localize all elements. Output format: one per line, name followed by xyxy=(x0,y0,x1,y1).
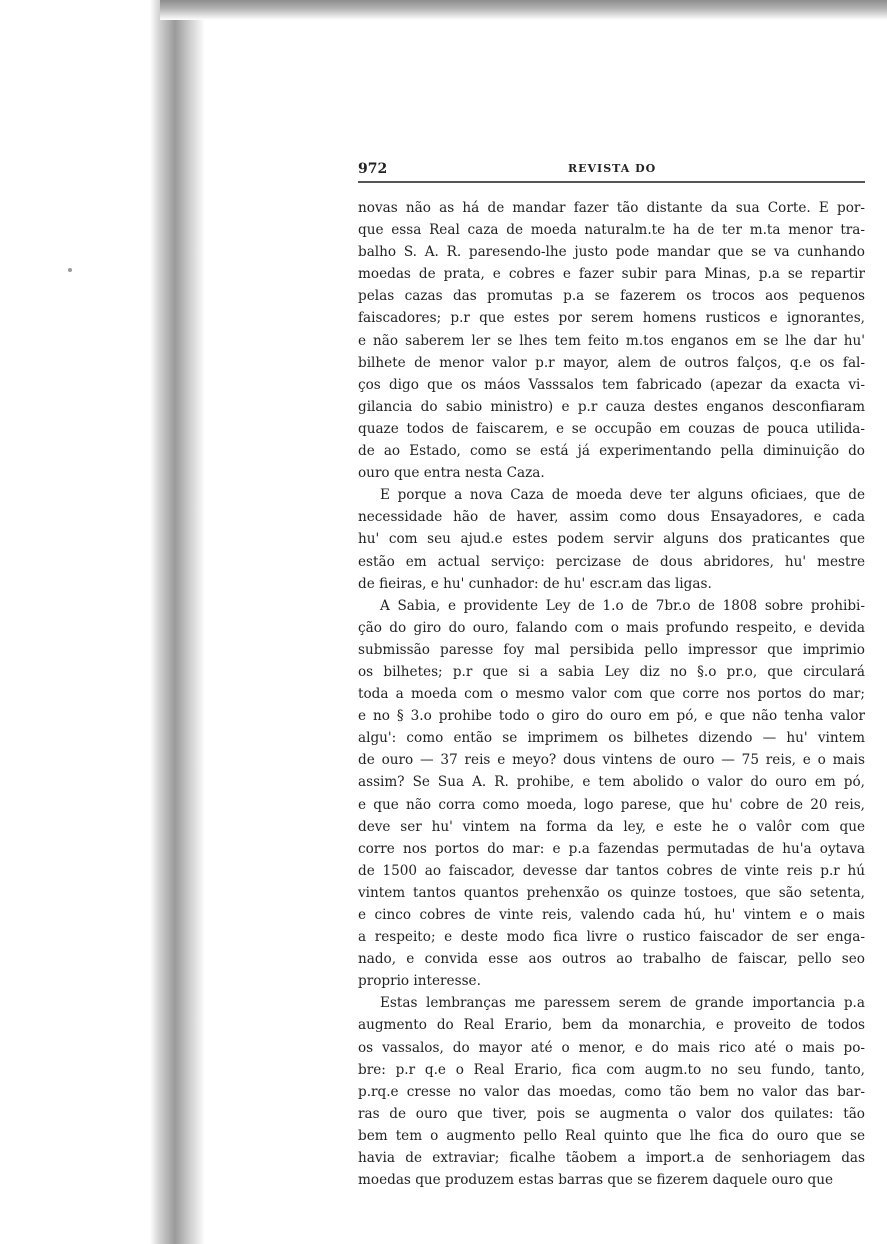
text-line: toda a moeda com o mesmo valor com que corre nos portos do mar; xyxy=(358,686,865,703)
text-line: ços digo que os máos Vasssalos tem fabricado (apezar da exacta vi- xyxy=(358,376,865,393)
paragraph xyxy=(358,197,865,484)
text-line: ção do giro do ouro, falando com o mais profundo respeito, e devida xyxy=(358,619,865,636)
book-page xyxy=(358,155,865,1191)
text-line: augmento do Real Erario, bem da monarchia, e proveito de todos xyxy=(358,1017,865,1034)
text-line: gilancia do sabio ministro) e p.r cauza destes enganos desconfiaram xyxy=(358,398,865,415)
page-body xyxy=(358,197,865,1191)
text-line: quaze todos de faiscarem, e se occupão em couzas de pouca utilida- xyxy=(358,420,865,437)
text-line: proprio interesse. xyxy=(358,973,481,990)
text-line: ouro que entra nesta Caza. xyxy=(358,465,545,482)
text-line: moedas de prata, e cobres e fazer subir para Minas, p.a se repartir xyxy=(358,266,865,283)
text-line: p.rq.e cresse no valor das moedas, como tão bem no valor das bar- xyxy=(358,1083,865,1100)
text-line: Estas lembranças me paressem serem de grande importancia p.a xyxy=(380,995,865,1012)
scan-page-edge-shadow xyxy=(0,0,205,1244)
text-line: faiscadores; p.r que estes por serem homens rusticos e ignorantes, xyxy=(358,310,865,327)
text-line: submissão paresse foy mal persibida pello impressor que imprimio xyxy=(358,641,865,658)
text-line: hu' com seu ajud.e estes podem servir alguns dos praticantes que xyxy=(358,531,865,548)
text-line: de 1500 ao faiscador, devesse dar tantos cobres de vinte reis p.r hú xyxy=(358,862,865,879)
text-line: bilhete de menor valor p.r mayor, alem de outros falços, q.e os fal- xyxy=(358,354,865,371)
text-line: A Sabia, e providente Ley de 1.o de 7br.o de 1808 sobre prohibi- xyxy=(380,597,865,614)
text-line: e no § 3.o prohibe todo o giro do ouro em pó, e que não tenha valor xyxy=(358,708,865,725)
text-line: balho S. A. R. paresendo-lhe justo pode mandar que se va cunhando xyxy=(358,244,865,261)
text-line: bem tem o augmento pello Real quinto que lhe fica do ouro que se xyxy=(358,1127,865,1144)
running-title: REVISTA DO xyxy=(568,162,657,175)
text-line: e não saberem ler se lhes tem feito m.tos enganos em se lhe dar hu' xyxy=(358,332,865,349)
paragraph xyxy=(358,484,865,594)
scan-speck xyxy=(68,268,72,272)
paragraph xyxy=(358,992,865,1191)
paragraph xyxy=(358,595,865,993)
text-line: nado, e convida esse aos outros ao trabalho de faiscar, pello seo xyxy=(358,951,865,968)
text-line: os bilhetes; p.r que si a sabia Ley diz no §.o pr.o, que circulará xyxy=(358,663,865,680)
text-line: e que não corra como moeda, logo parese, que hu' cobre de 20 reis, xyxy=(358,796,865,813)
scan-top-edge xyxy=(160,0,887,20)
text-line: E porque a nova Caza de moeda deve ter alguns oficiaes, que de xyxy=(380,487,865,504)
text-line: pelas cazas das promutas p.a se fazerem os trocos aos pequenos xyxy=(358,288,865,305)
text-line: e cinco cobres de vinte reis, valendo cada hú, hu' vintem e o mais xyxy=(358,907,865,923)
text-line: bre: p.r q.e o Real Erario, fica com augm.to no seu fundo, tanto, xyxy=(358,1061,865,1078)
text-line: a respeito; e deste modo fica livre o rustico faiscador de ser enga- xyxy=(358,929,865,946)
text-line: que essa Real caza de moeda naturalm.te ha de ter m.ta menor tra- xyxy=(358,222,865,239)
text-line: deve ser hu' vintem na forma da ley, e este he o valôr com que xyxy=(358,818,865,835)
text-line: os vassalos, do mayor até o menor, e do mais rico até o mais po- xyxy=(358,1039,865,1056)
page-number: 972 xyxy=(358,161,388,177)
text-line: de fieiras, e hu' cunhador: de hu' escr.am das ligas. xyxy=(358,575,712,592)
text-line: necessidade hão de haver, assim como dous Ensayadores, e cada xyxy=(358,509,865,526)
text-line: algu': como então se imprimem os bilhetes dizendo — hu' vintem xyxy=(358,730,865,747)
text-line: vintem tantos quantos prehenxão os quinze tostoes, que são setenta, xyxy=(358,884,865,901)
text-line: moedas que produzem estas barras que se fizerem daquele ouro que xyxy=(358,1172,834,1189)
text-line: novas não as há de mandar fazer tão distante da sua Corte. E por- xyxy=(358,200,865,216)
text-line: corre nos portos do mar: e p.a fazendas permutadas de hu'a oytava xyxy=(358,840,865,857)
text-line: assim? Se Sua A. R. prohibe, e tem abolido o valor do ouro em pó, xyxy=(358,774,865,791)
text-line: estão em actual serviço: percizase de dous abridores, hu' mestre xyxy=(358,553,865,570)
text-line: ras de ouro que tiver, pois se augmenta o valor dos quilates: tão xyxy=(358,1105,865,1122)
text-line: de ouro — 37 reis e meyo? dous vintens de ouro — 75 reis, e o mais xyxy=(358,752,865,769)
running-head xyxy=(358,155,865,183)
text-line: de ao Estado, como se está já experimentando pella diminuição do xyxy=(358,443,865,460)
text-line: havia de extraviar; ficalhe tãobem a import.a de senhoriagem das xyxy=(358,1150,865,1167)
